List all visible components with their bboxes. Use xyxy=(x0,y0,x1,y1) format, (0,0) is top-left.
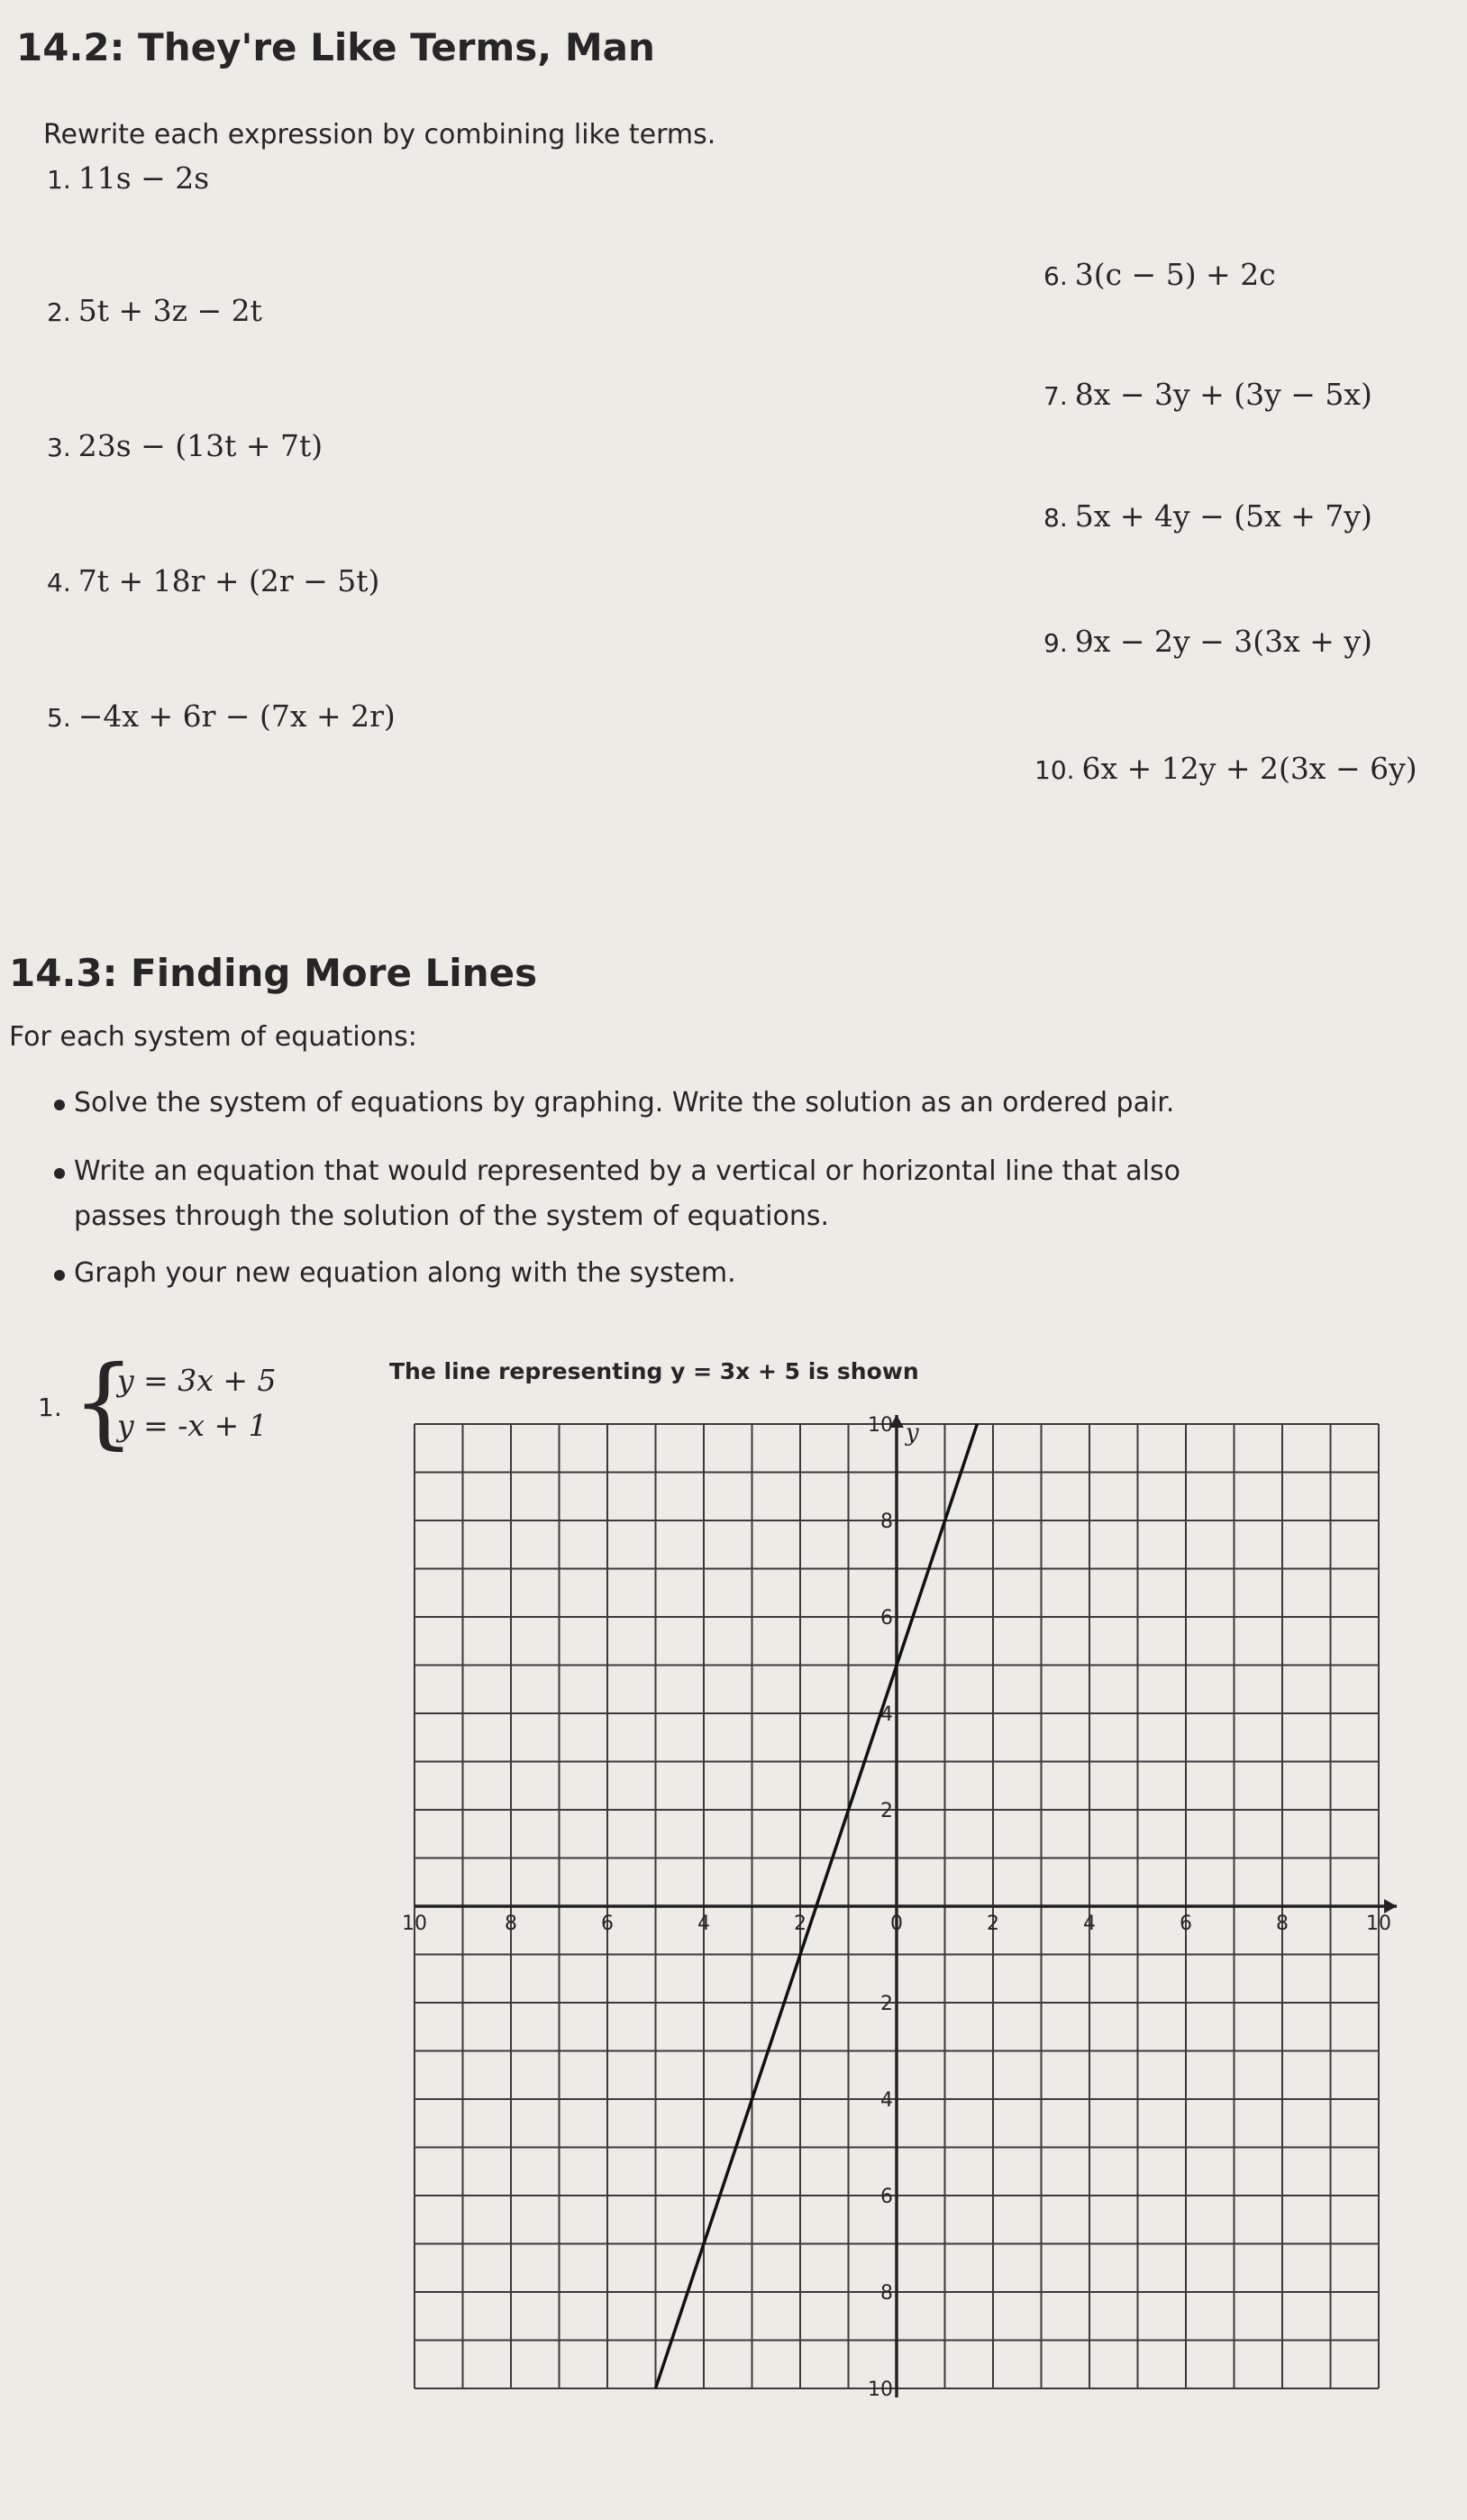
problem-expression: 7t + 18r + (2r − 5t) xyxy=(77,563,380,598)
x-tick-label: 8 xyxy=(505,1913,517,1935)
problem-expression: 5t + 3z − 2t xyxy=(77,293,262,328)
x-tick-label: 10 xyxy=(402,1913,427,1935)
problem-number: 6. xyxy=(1043,261,1068,291)
x-tick-label: 6 xyxy=(601,1913,614,1935)
problem-2 xyxy=(47,293,262,328)
section-14-3-instruction: For each system of equations: xyxy=(9,1021,417,1053)
problem-number: 4. xyxy=(47,568,71,598)
y-tick-label: 4 xyxy=(880,1703,893,1726)
y-tick-label: 4 xyxy=(880,2089,893,2112)
problem-1 xyxy=(47,160,209,196)
bullet-3: Graph your new equation along with the system. xyxy=(74,1257,736,1289)
axes xyxy=(415,1415,1397,2397)
problem-number: 7. xyxy=(1043,381,1068,411)
system-problem-number: 1. xyxy=(38,1392,62,1422)
problem-number: 10. xyxy=(1034,755,1075,785)
coordinate-grid-graph xyxy=(396,1406,1406,2415)
problem-expression: 9x − 2y − 3(3x + y) xyxy=(1074,624,1372,659)
bullet-dot xyxy=(54,1100,65,1110)
problem-5 xyxy=(47,698,396,734)
y-tick-label: 6 xyxy=(880,2186,893,2208)
x-axis-arrow xyxy=(1384,1899,1397,1913)
bullet-2: Write an equation that would represented by a vertical or horizontal line that also passes through the solution of the system of equations. xyxy=(74,1155,1180,1232)
bullet-1: Solve the system of equations by graphing. Write the solution as an ordered pair. xyxy=(74,1087,1175,1118)
x-tick-label: 8 xyxy=(1276,1913,1289,1935)
problem-expression: 8x − 3y + (3y − 5x) xyxy=(1074,377,1372,412)
problem-number: 9. xyxy=(1043,628,1068,658)
section-14-2-instruction: Rewrite each expression by combining like terms. xyxy=(43,119,716,151)
y-tick-label: 6 xyxy=(880,1607,893,1630)
y-tick-label: 10 xyxy=(868,1414,893,1437)
problem-number: 2. xyxy=(47,297,71,327)
bullet-dot xyxy=(54,1270,65,1281)
problem-10 xyxy=(1034,751,1417,786)
y-tick-label: 2 xyxy=(880,1800,893,1822)
system-equation-2: y = -x + 1 xyxy=(117,1408,268,1443)
problem-9 xyxy=(1043,624,1372,659)
problem-expression: 5x + 4y − (5x + 7y) xyxy=(1074,498,1372,534)
bullet-dot xyxy=(54,1168,65,1179)
y-tick-label: 2 xyxy=(880,1993,893,2015)
section-14-2-title: 14.2: They're Like Terms, Man xyxy=(16,25,655,69)
problem-expression: 11s − 2s xyxy=(77,160,210,196)
system-equation-1: y = 3x + 5 xyxy=(117,1363,277,1398)
y-tick-label: 8 xyxy=(880,1511,893,1533)
x-tick-label: 2 xyxy=(987,1913,999,1935)
x-tick-label: 2 xyxy=(794,1913,806,1935)
problem-3 xyxy=(47,428,323,463)
problem-number: 8. xyxy=(1043,503,1068,533)
graph-caption: The line representing y = 3x + 5 is shown xyxy=(389,1358,919,1384)
x-tick-label: 4 xyxy=(1083,1913,1096,1935)
section-14-3-title: 14.3: Finding More Lines xyxy=(9,951,538,995)
problem-expression: −4x + 6r − (7x + 2r) xyxy=(77,698,396,734)
x-tick-label: 4 xyxy=(697,1913,710,1935)
problem-expression: 23s − (13t + 7t) xyxy=(77,428,323,463)
problem-4 xyxy=(47,563,379,598)
x-tick-label: 6 xyxy=(1180,1913,1192,1935)
problem-expression: 3(c − 5) + 2c xyxy=(1074,257,1276,292)
y-axis-label: y xyxy=(906,1420,919,1447)
x-tick-label: 0 xyxy=(890,1913,903,1935)
problem-6 xyxy=(1043,257,1276,292)
y-tick-label: 10 xyxy=(868,2378,893,2401)
problem-8 xyxy=(1043,498,1372,534)
problem-number: 5. xyxy=(47,703,71,733)
y-tick-label: 8 xyxy=(880,2282,893,2305)
system-brace: { xyxy=(72,1344,135,1459)
problem-number: 1. xyxy=(47,165,71,195)
problem-7 xyxy=(1043,377,1372,412)
problem-expression: 6x + 12y + 2(3x − 6y) xyxy=(1081,751,1417,786)
problem-number: 3. xyxy=(47,433,71,462)
x-tick-label: 10 xyxy=(1366,1913,1391,1935)
